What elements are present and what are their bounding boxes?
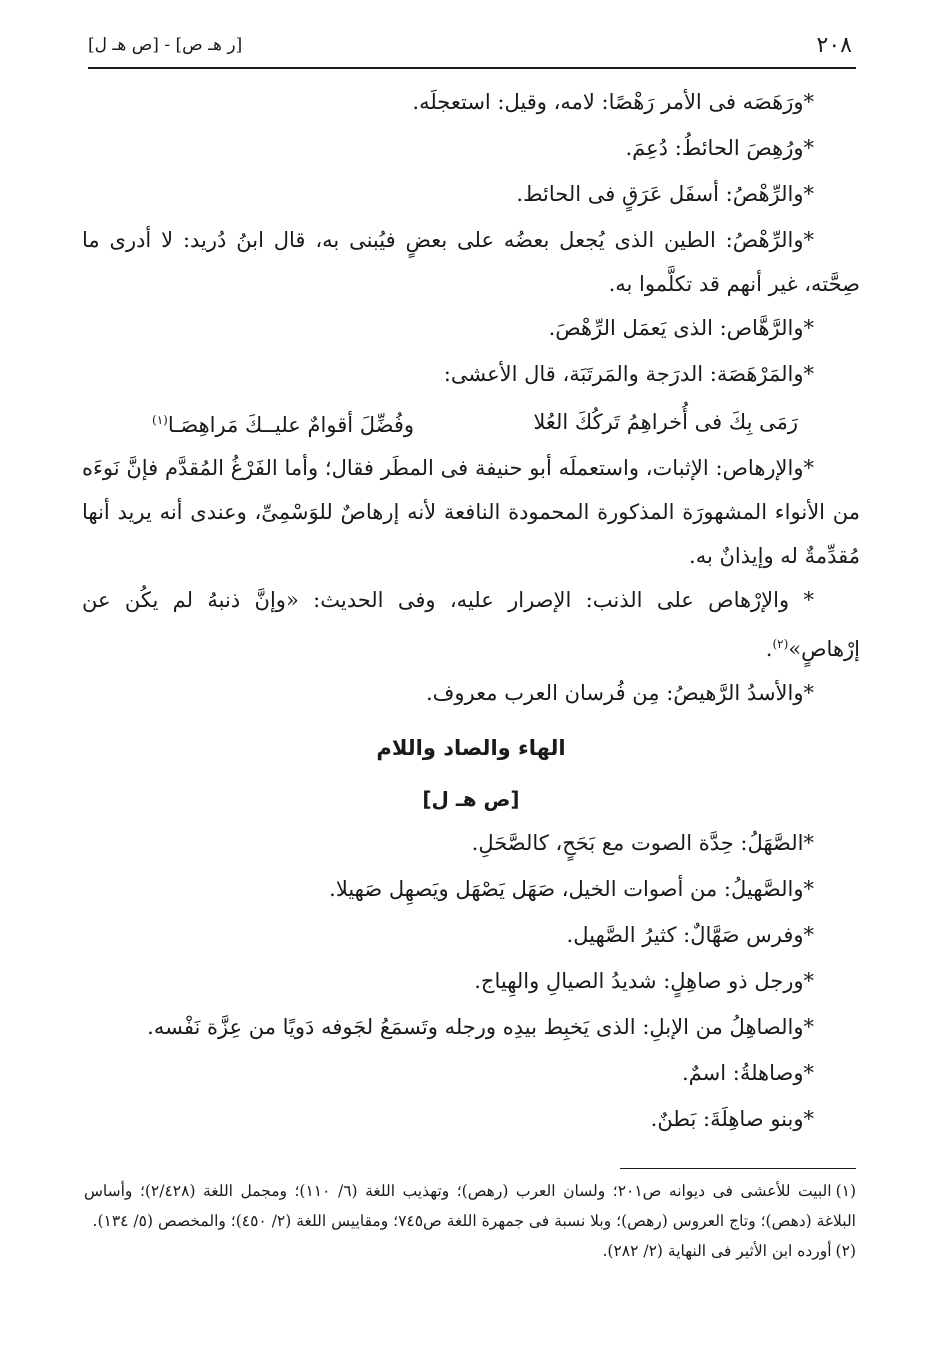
footnote-2-number: (٢) [835,1242,856,1260]
section-title: الهاء والصاد واللام [376,736,566,760]
entry-sahil-ibil: *والصاهِلُ من الإبلِ: الذى يَخبِط بيدِه ورجله وتَسمَعُ لجَوفه دَويًا من عِزَّة نَفْسه. [147,1015,814,1039]
footnote-1-number: (١) [835,1182,857,1200]
footnotes [84,1176,856,1266]
verse-hemistich-2: وفُضِّلَ أقوامٌ عليــكَ مَراهِصَـا [167,412,415,437]
footnote-1-text: البيت للأعشى فى ديوانه ص٢٠١؛ ولسان العرب (رهص)؛ وتهذيب اللغة (٦/ ١١٠)؛ ومجمل اللغة (٢/٤٢٨)؛ وأساس البلاغة (دهص)؛ وتاج العروس (رهص)؛ وبلا نسبة فى جمهرة اللغة ص٧٤٥؛ ومقاييس اللغة (٢/ ٤٥٠)؛ والمخصص (٥/ ١٣٤). [84,1182,856,1230]
entry-irhas-dhanb [82,578,860,671]
footnote-2-text: أورده ابن الأثير فى النهاية (٢/ ٢٨٢). [602,1242,832,1260]
root-title: [ص هـ ل] [422,787,520,811]
running-head: [ر هـ ص] - [ص هـ ل] [88,35,243,55]
entry-banu-sahila: *وبنو صاهِلَةَ: بَطنٌ. [650,1107,814,1131]
entry-marhasa: *والمَرْهَصَة: الدرَجة والمَرتَبَة، قال الأعشى: [443,362,814,386]
page-number: ٢٠٨ [816,32,852,58]
footnote-2 [84,1236,856,1266]
entry-rahasahu: *ورَهَصَه فى الأمر رَهْصًا: لامه، وقيل: استعجلَه. [412,90,814,114]
entry-rahis: *والأسدُ الرَّهيصُ: مِن فُرسان العرب معروف. [425,681,814,705]
entry-irhas: *والإرهاص: الإثبات، واستعملَه أبو حنيفة فى المطَر فقال؛ وأما الفَرْغُ المُقدَّم فإنَّ نَوءَه من الأنواء المشهورَة المذكورة المحمودة النافعة لأنه إرهاصٌ للوَسْمِىِّ، وعندى أنه يريد أنها مُقدِّمةٌ له وإيذانٌ به. [82,456,860,568]
footnote-marker-1: (١) [152,412,168,427]
entry-rihs-1: *والرِّهْصُ: أسفَل عَرَقٍ فى الحائط. [516,182,814,206]
hadith-end: . [765,637,773,661]
entry-sahila-name: *وصاهلةُ: اسمٌ. [682,1061,814,1085]
entry-ruhisa: *ورُهِصَ الحائطُ: دُعِمَ. [625,136,814,160]
entry-sahhal: *وفرس صَهَّالٌ: كثيرُ الصَّهيل. [566,923,814,947]
entry-rihs-2: *والرِّهْصُ: الطين الذى يُجعل بعضُه على بعضٍ فيُبنى به، قال ابنُ دُريد: لا أدرى ما صِحَّته، غير أنهم قد تكلَّموا به. [82,228,860,296]
hadith-text: * والإرْهاص على الذنب: الإصرار عليه، وفى الحديث: «وإنَّ ذنبهُ لم يكُن عن إرْهاصٍ» [82,588,860,661]
footnote-1 [84,1176,856,1236]
entry-dhu-sahil: *ورجل ذو صاهِلٍ: شديدُ الصيالِ والهِياج. [474,969,814,993]
entry-rahhas: *والرَّهَّاص: الذى يَعمَل الرِّهْصَ. [548,316,814,340]
entry-sahal: *الصَّهَلُ: حِدَّة الصوت مع بَحَحٍ، كالصَّحَلِ. [471,831,814,855]
verse-hemistich-1: رَمَى بِكَ فى أُخراهِمُ تَركُكَ العُلا [533,410,798,434]
footnote-marker-2: (٢) [772,637,789,651]
entry-sahil: *والصَّهيلُ: من أصوات الخيل، صَهَل يَصْهَل ويَصهِل صَهيلا. [329,877,814,901]
page-header [88,28,852,62]
header-rule [88,67,856,69]
poetry-verse [82,398,860,446]
verse-hemistich-2-wrap [152,398,414,447]
footnote-rule [620,1168,856,1169]
main-text [82,80,860,1143]
